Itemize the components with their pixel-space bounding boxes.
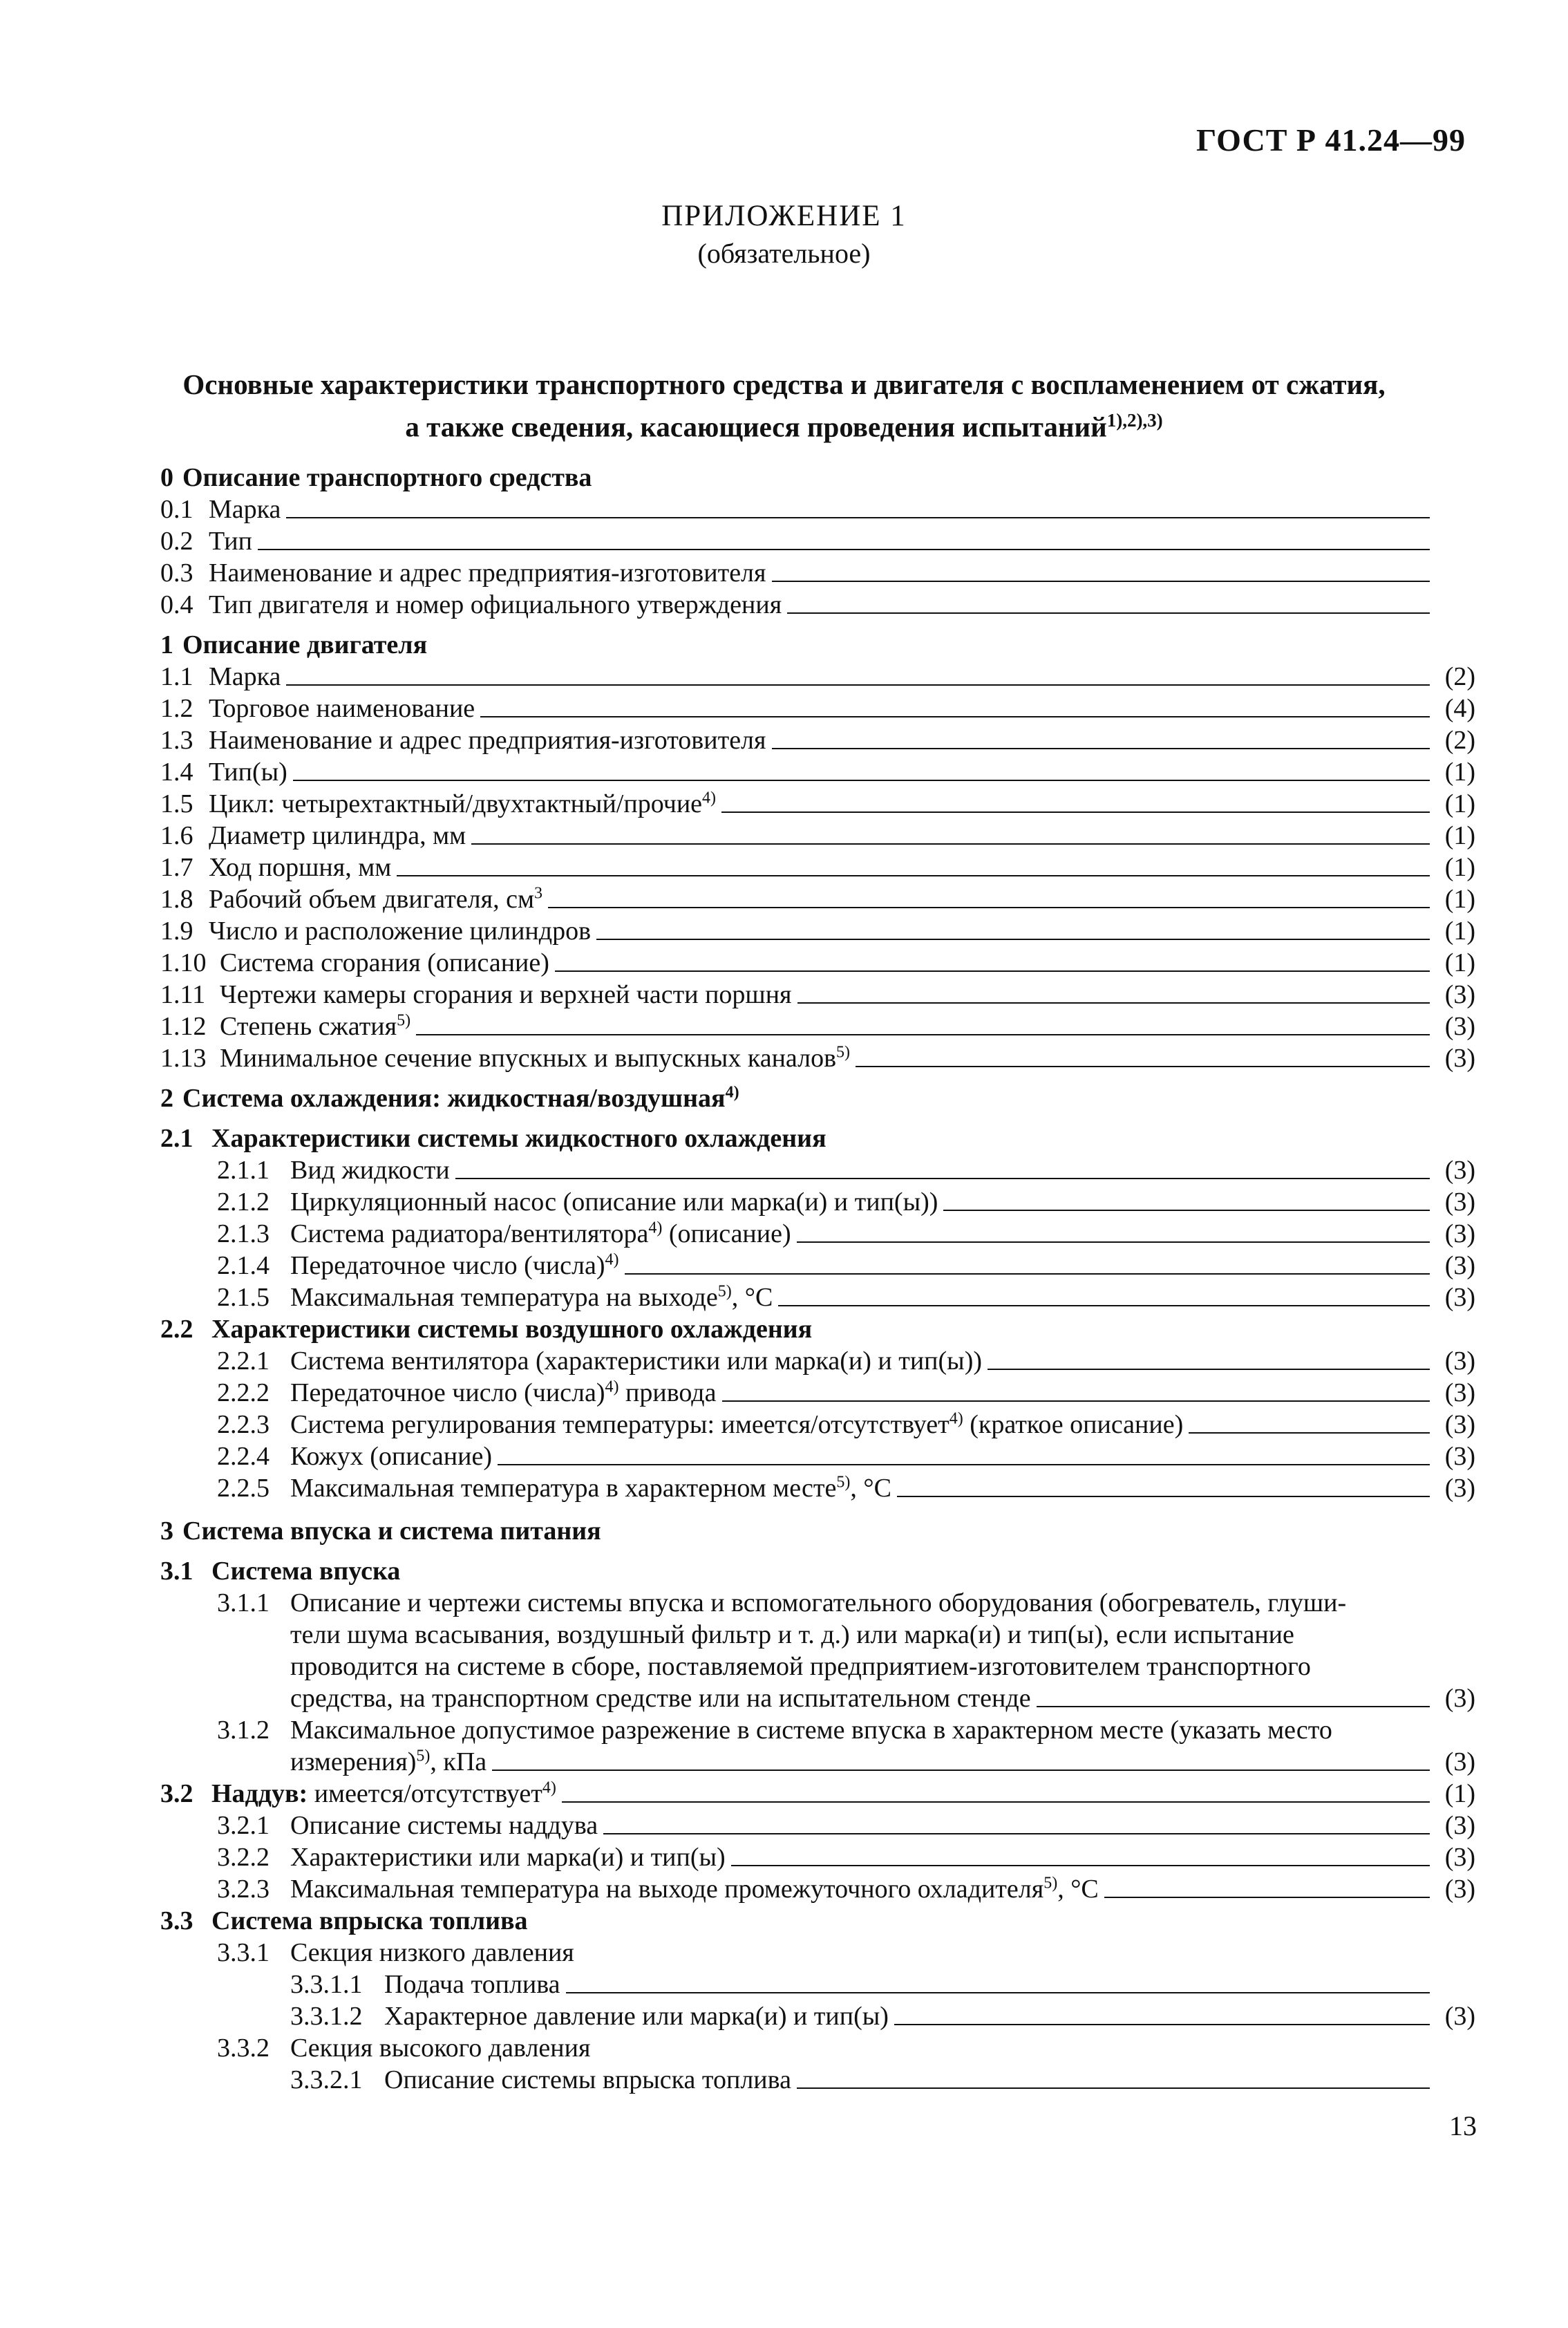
field-label-text: Цикл: четырехтактный/двухтактный/прочие <box>209 789 703 818</box>
form-field <box>160 1250 1475 1282</box>
reference-code: (1) <box>1444 758 1475 787</box>
reference-code: (3) <box>1444 1012 1475 1041</box>
reference-code: (3) <box>1444 1188 1475 1217</box>
fill-line[interactable] <box>555 970 1430 972</box>
section-title: Система впуска и система питания <box>182 1517 601 1546</box>
fill-line[interactable] <box>797 2087 1430 2089</box>
reference-code: (1) <box>1444 853 1475 882</box>
form-field-multiline <box>160 1714 1475 1778</box>
form-field <box>160 820 1475 852</box>
reference-code: (3) <box>1444 1378 1475 1407</box>
footnote-ref: 4) <box>605 1378 619 1396</box>
subsection-3-1-heading <box>160 1555 1475 1587</box>
field-label <box>290 1409 1183 1440</box>
field-label: Тип(ы) <box>209 758 287 787</box>
field-number: 1.13 <box>160 1044 207 1073</box>
fill-line[interactable] <box>1037 1705 1430 1707</box>
fill-line[interactable] <box>943 1209 1430 1211</box>
form-field <box>160 947 1475 979</box>
fill-line[interactable] <box>286 684 1430 686</box>
appendix-subtitle: (обязательное) <box>697 238 871 269</box>
field-number: 1.1 <box>160 662 193 691</box>
form-field <box>160 2064 1475 2096</box>
subsection-2-1-heading <box>160 1123 1475 1154</box>
field-number: 3.3.1 <box>217 1938 270 1967</box>
field-description <box>290 1587 1475 1714</box>
field-number: 1.7 <box>160 853 193 882</box>
fill-line[interactable] <box>721 811 1430 813</box>
field-label: Тип двигателя и номер официального утверждения <box>209 590 782 619</box>
field-label: Описание системы наддува <box>290 1811 598 1840</box>
form-field <box>160 1873 1475 1905</box>
form-field <box>160 1937 1475 1969</box>
reference-code: (3) <box>1444 2002 1475 2031</box>
field-number: 2.2.2 <box>217 1378 270 1407</box>
reference-code: (3) <box>1444 1442 1475 1471</box>
form-field <box>160 1186 1475 1218</box>
superscript: 3 <box>534 884 542 903</box>
reference-code: (3) <box>1444 1251 1475 1280</box>
field-label: Наименование и адрес предприятия-изготовителя <box>209 558 766 588</box>
reference-code: (3) <box>1444 1410 1475 1439</box>
section-title: Описание двигателя <box>182 630 428 659</box>
field-label <box>290 1250 619 1282</box>
form-field <box>160 494 1475 525</box>
field-number: 2.1.3 <box>217 1219 270 1248</box>
section-title-suffix: имеется/отсутствует <box>308 1779 542 1808</box>
reference-code: (3) <box>1444 1044 1475 1073</box>
footnote-ref: 5) <box>397 1011 411 1030</box>
description-line: тели шума всасывания, воздушный фильтр и т. д.) или марка(и) и тип(ы), если испытание <box>290 1620 1294 1649</box>
field-number: 1.4 <box>160 758 193 787</box>
form-field <box>160 1440 1475 1472</box>
fill-line[interactable] <box>471 843 1430 845</box>
field-label: Число и расположение цилиндров <box>209 917 592 946</box>
field-label <box>290 1218 791 1250</box>
fill-line[interactable] <box>480 715 1430 717</box>
fill-line[interactable] <box>498 1463 1430 1465</box>
form-field <box>160 1218 1475 1250</box>
field-label-text: Минимальное сечение впускных и выпускных каналов <box>220 1044 837 1073</box>
field-label <box>290 1746 487 1778</box>
form-field <box>160 1345 1475 1377</box>
field-label <box>290 1377 717 1409</box>
description-line: Описание и чертежи системы впуска и вспомогательного оборудования (обогреватель, глуши- <box>290 1588 1347 1617</box>
fill-line[interactable] <box>566 1991 1430 1993</box>
fill-line[interactable] <box>856 1065 1430 1067</box>
field-number: 2.2.1 <box>217 1346 270 1376</box>
reference-code: (3) <box>1444 1346 1475 1376</box>
field-label-text: Максимальная температура на выходе промежуточного охладителя <box>290 1875 1044 1904</box>
description-last-line <box>290 1682 1475 1714</box>
fill-line[interactable] <box>596 938 1430 940</box>
form-field <box>160 1377 1475 1409</box>
reference-code: (1) <box>1444 917 1475 946</box>
form-field <box>160 852 1475 883</box>
form-content <box>160 462 1475 2096</box>
reference-code: (1) <box>1444 821 1475 850</box>
section-number: 3 <box>160 1517 173 1546</box>
section-title: Характеристики системы жидкостного охлаждения <box>211 1124 826 1153</box>
form-field <box>160 1841 1475 1873</box>
field-number: 1.8 <box>160 885 193 914</box>
field-number: 2.1.1 <box>217 1156 270 1185</box>
field-label: Ход поршня, мм <box>209 853 392 882</box>
fill-line[interactable] <box>258 548 1430 550</box>
field-label-text: Система регулирования температуры: имеется/отсутствует <box>290 1410 950 1439</box>
reference-code: (3) <box>1444 1474 1475 1503</box>
form-field <box>160 1472 1475 1504</box>
reference-code: (3) <box>1444 1156 1475 1185</box>
field-number: 1.10 <box>160 948 207 977</box>
fill-line[interactable] <box>548 906 1430 908</box>
reference-code: (3) <box>1444 1747 1475 1776</box>
field-number: 0.1 <box>160 495 193 524</box>
fill-line[interactable] <box>293 779 1430 781</box>
fill-line[interactable] <box>492 1769 1430 1771</box>
field-label: Система сгорания (описание) <box>220 948 549 977</box>
field-label: Кожух (описание) <box>290 1442 492 1471</box>
footnote-ref: 4) <box>605 1250 619 1269</box>
field-label: Тип <box>209 527 252 556</box>
field-number: 3.1.1 <box>217 1588 270 1617</box>
document-title-footnotes: 1),2),3) <box>1106 410 1163 431</box>
section-number: 2.1 <box>160 1124 193 1153</box>
field-label-text: Система радиатора/вентилятора <box>290 1219 649 1248</box>
field-number: 1.11 <box>160 980 206 1009</box>
fill-line[interactable] <box>603 1832 1430 1834</box>
field-label: Секция низкого давления <box>290 1938 574 1967</box>
reference-code: (3) <box>1444 1684 1475 1713</box>
field-number: 3.3.2.1 <box>290 2065 363 2094</box>
section-title-text: Наддув: <box>211 1779 308 1808</box>
form-field <box>160 1011 1475 1042</box>
form-field <box>160 915 1475 947</box>
reference-code: (4) <box>1444 694 1475 723</box>
field-label: Диаметр цилиндра, мм <box>209 821 466 850</box>
form-field <box>160 979 1475 1011</box>
field-number: 3.3.1.1 <box>290 1970 363 1999</box>
footnote-ref: 5) <box>1043 1874 1058 1893</box>
section-number: 3.1 <box>160 1557 193 1586</box>
description-line: проводится на системе в сборе, поставляемой предприятием-изготовителем транспортного <box>290 1652 1311 1681</box>
field-label: Описание системы впрыска топлива <box>384 2065 791 2094</box>
field-label: средства, на транспортном средстве или на испытательном стенде <box>290 1684 1031 1713</box>
form-field <box>160 693 1475 724</box>
fill-line[interactable] <box>455 1177 1430 1179</box>
fill-line[interactable] <box>731 1864 1430 1866</box>
reference-code: (3) <box>1444 1843 1475 1872</box>
field-label-suffix: , °С <box>850 1474 891 1503</box>
form-field <box>160 788 1475 820</box>
field-number: 3.2.1 <box>217 1811 270 1840</box>
field-description <box>290 1714 1475 1778</box>
fill-line[interactable] <box>988 1368 1430 1370</box>
section-title: Характеристики системы воздушного охлаждения <box>211 1315 813 1344</box>
description-line: Максимальное допустимое разрежение в системе впуска в характерном месте (указать место <box>290 1716 1332 1745</box>
fill-line[interactable] <box>778 1304 1430 1306</box>
field-label-text: Степень сжатия <box>220 1012 397 1041</box>
subsection-3-3-heading <box>160 1905 1475 1937</box>
field-label-text: измерения) <box>290 1747 417 1776</box>
field-number: 2.2.4 <box>217 1442 270 1471</box>
footnote-ref: 4) <box>542 1778 556 1797</box>
reference-code: (3) <box>1444 980 1475 1009</box>
field-label-text: Передаточное число (числа) <box>290 1251 605 1280</box>
form-field <box>160 525 1475 557</box>
field-label: Циркуляционный насос (описание или марка(и) и тип(ы)) <box>290 1188 938 1217</box>
form-field <box>160 661 1475 693</box>
field-label: Характеристики или марка(и) и тип(ы) <box>290 1843 726 1872</box>
footnote-ref: 5) <box>416 1747 431 1765</box>
footnote-ref: 4) <box>702 789 717 807</box>
field-label-suffix: (описание) <box>662 1219 791 1248</box>
appendix-title: ПРИЛОЖЕНИЕ 1 <box>661 200 907 232</box>
field-label-suffix: привода <box>618 1378 717 1407</box>
field-number: 3.2.3 <box>217 1875 270 1904</box>
field-label <box>290 1873 1099 1905</box>
field-label: Торговое наименование <box>209 694 475 723</box>
fill-line[interactable] <box>416 1033 1430 1035</box>
field-number: 2.1.4 <box>217 1251 270 1280</box>
field-number: 2.1.2 <box>217 1188 270 1217</box>
field-label-text: Рабочий объем двигателя, см <box>209 885 534 914</box>
section-number: 3.3 <box>160 1906 193 1935</box>
field-number: 1.6 <box>160 821 193 850</box>
field-label: Секция высокого давления <box>290 2034 591 2063</box>
field-label: Вид жидкости <box>290 1156 450 1185</box>
reference-code: (1) <box>1444 948 1475 977</box>
reference-code: (3) <box>1444 1283 1475 1312</box>
fill-line[interactable] <box>1189 1431 1430 1434</box>
fill-line[interactable] <box>897 1495 1430 1497</box>
subsection-3-2-heading <box>160 1778 1475 1810</box>
section-2-heading <box>160 1082 1475 1114</box>
footnote-ref: 4) <box>949 1409 963 1428</box>
section-title <box>182 1082 739 1114</box>
fill-line[interactable] <box>397 874 1430 876</box>
field-label <box>209 883 542 915</box>
section-3-heading <box>160 1515 1475 1547</box>
fill-line[interactable] <box>625 1273 1430 1275</box>
field-number: 0.2 <box>160 527 193 556</box>
form-field-multiline <box>160 1587 1475 1714</box>
field-number: 2.2.3 <box>217 1410 270 1439</box>
fill-line[interactable] <box>797 1002 1430 1004</box>
field-label-text: Максимальная температура в характерном месте <box>290 1474 837 1503</box>
field-label-text: Передаточное число (числа) <box>290 1378 605 1407</box>
section-number: 3.2 <box>160 1779 193 1808</box>
reference-code: (1) <box>1444 1779 1475 1808</box>
section-title: Описание транспортного средства <box>182 463 592 492</box>
field-label: Наименование и адрес предприятия-изготовителя <box>209 726 766 755</box>
document-title-line-1: Основные характеристики транспортного средства и двигателя с воспламенением от сжатия, <box>182 368 1386 400</box>
field-label-suffix: , °С <box>731 1283 773 1312</box>
field-label <box>290 1472 891 1504</box>
reference-code: (2) <box>1444 662 1475 691</box>
form-field <box>160 1969 1475 2000</box>
reference-code: (2) <box>1444 726 1475 755</box>
section-number: 2.2 <box>160 1315 193 1344</box>
form-field <box>160 1409 1475 1440</box>
field-number: 2.2.5 <box>217 1474 270 1503</box>
footnote-ref: 4) <box>725 1083 739 1102</box>
section-title: Система впуска <box>211 1557 401 1586</box>
field-number: 0.4 <box>160 590 193 619</box>
field-label: Подача топлива <box>384 1970 560 1999</box>
field-number: 0.3 <box>160 558 193 588</box>
field-number: 1.12 <box>160 1012 207 1041</box>
fill-line[interactable] <box>797 1241 1430 1243</box>
reference-code: (3) <box>1444 1875 1475 1904</box>
form-field <box>160 756 1475 788</box>
description-last-line <box>290 1746 1475 1778</box>
footnote-ref: 4) <box>648 1219 663 1237</box>
subsection-2-2-heading <box>160 1313 1475 1345</box>
field-label: Характерное давление или марка(и) и тип(ы) <box>384 2002 889 2031</box>
footnote-ref: 5) <box>836 1473 851 1492</box>
section-title <box>211 1778 556 1810</box>
reference-code: (3) <box>1444 1811 1475 1840</box>
section-0-heading <box>160 462 1475 494</box>
reference-code: (1) <box>1444 885 1475 914</box>
field-label <box>209 788 716 820</box>
field-number: 1.3 <box>160 726 193 755</box>
fill-line[interactable] <box>787 612 1430 614</box>
fill-line[interactable] <box>286 516 1430 518</box>
fill-line[interactable] <box>562 1801 1430 1803</box>
field-label-text: Максимальная температура на выходе <box>290 1283 718 1312</box>
page-number: 13 <box>1449 2110 1477 2141</box>
footnote-ref: 5) <box>836 1043 851 1062</box>
form-field <box>160 1154 1475 1186</box>
field-number: 1.9 <box>160 917 193 946</box>
standard-code: ГОСТ Р 41.24—99 <box>1196 122 1466 158</box>
field-label: Чертежи камеры сгорания и верхней части поршня <box>220 980 792 1009</box>
reference-code: (3) <box>1444 1219 1475 1248</box>
field-label <box>220 1011 410 1042</box>
reference-code: (1) <box>1444 789 1475 818</box>
field-number: 3.1.2 <box>217 1716 270 1745</box>
field-label: Марка <box>209 662 281 691</box>
fill-line[interactable] <box>722 1400 1430 1402</box>
field-label <box>220 1042 850 1074</box>
field-label: Марка <box>209 495 281 524</box>
section-number: 0 <box>160 463 173 492</box>
field-label: Система вентилятора (характеристики или марка(и) и тип(ы)) <box>290 1346 983 1376</box>
section-number: 2 <box>160 1084 173 1113</box>
form-field <box>160 1810 1475 1841</box>
form-field <box>160 2032 1475 2064</box>
form-field <box>160 2000 1475 2032</box>
form-field <box>160 883 1475 915</box>
document-title-line-2 <box>0 402 1568 445</box>
field-number: 3.3.2 <box>217 2034 270 2063</box>
section-title-text: Система охлаждения: жидкостная/воздушная <box>182 1084 726 1113</box>
field-label-suffix: (краткое описание) <box>963 1410 1184 1439</box>
fill-line[interactable] <box>772 580 1430 582</box>
form-field <box>160 724 1475 756</box>
fill-line[interactable] <box>1104 1896 1430 1898</box>
field-number: 2.1.5 <box>217 1283 270 1312</box>
section-1-heading <box>160 629 1475 661</box>
field-label-suffix: , °С <box>1057 1875 1099 1904</box>
field-label-suffix: , кПа <box>430 1747 487 1776</box>
field-label <box>290 1282 773 1313</box>
form-field <box>160 1282 1475 1313</box>
document-title-text: а также сведения, касающиеся проведения испытаний <box>405 411 1107 443</box>
fill-line[interactable] <box>894 2023 1430 2025</box>
field-number: 1.2 <box>160 694 193 723</box>
form-field <box>160 589 1475 621</box>
form-field <box>160 1042 1475 1074</box>
field-number: 1.5 <box>160 789 193 818</box>
section-number: 1 <box>160 630 173 659</box>
form-field <box>160 557 1475 589</box>
footnote-ref: 5) <box>717 1282 732 1301</box>
section-title: Система впрыска топлива <box>211 1906 528 1935</box>
field-number: 3.3.1.2 <box>290 2002 363 2031</box>
field-number: 3.2.2 <box>217 1843 270 1872</box>
fill-line[interactable] <box>772 747 1430 749</box>
